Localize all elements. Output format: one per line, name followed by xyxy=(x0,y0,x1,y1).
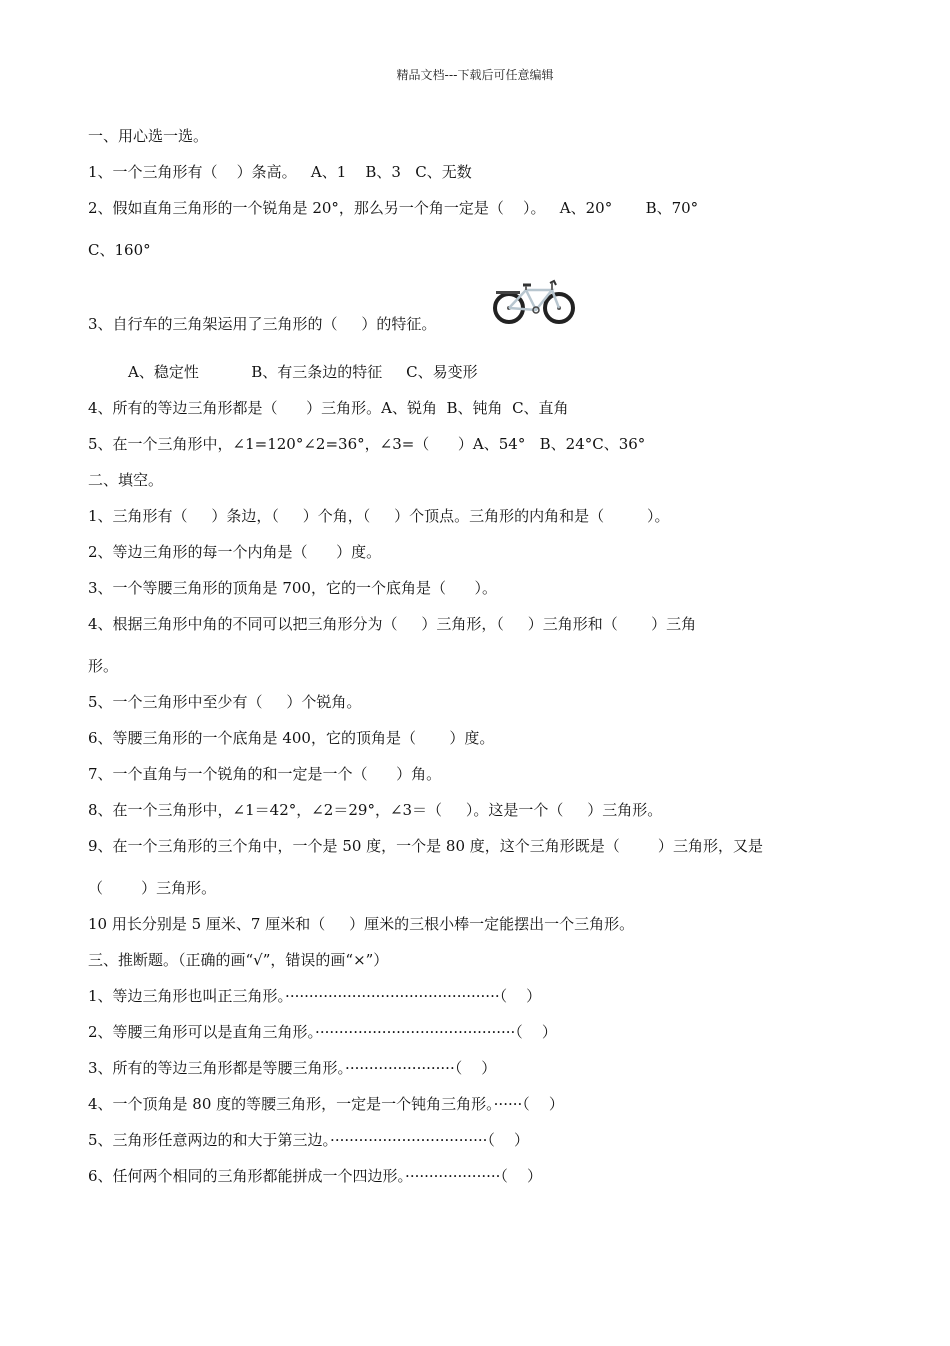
s2-question-3: 3、一个等腰三角形的顶角是 700，它的一个底角是（ ）。 xyxy=(88,579,498,597)
section1-title: 一、用心选一选。 xyxy=(88,127,209,145)
s1-question-4: 4、所有的等边三角形都是（ ）三角形。A、锐角 B、钝角 C、直角 xyxy=(88,399,569,417)
s3-question-3: 3、所有的等边三角形都是等腰三角形。·······················（ ） xyxy=(88,1059,497,1077)
s1-question-5: 5、在一个三角形中，∠1=120°∠2=36°，∠3=（ ）A、54° B、24°C、36° xyxy=(88,435,646,453)
s2-question-8: 8、在一个三角形中，∠1＝42°，∠2＝29°，∠3＝（ ）。这是一个（ ）三角形。 xyxy=(88,801,663,819)
s3-question-5: 5、三角形任意两边的和大于第三边。·································（ ） xyxy=(88,1131,529,1149)
s2-question-5: 5、一个三角形中至少有（ ）个锐角。 xyxy=(88,693,362,711)
s2-question-2: 2、等边三角形的每一个内角是（ ）度。 xyxy=(88,543,382,561)
s1-question-3: 3、自行车的三角架运用了三角形的（ ）的特征。 xyxy=(88,315,437,333)
s2-question-4: 4、根据三角形中角的不同可以把三角形分为（ ）三角形，（ ）三角形和（ ）三角 xyxy=(88,615,697,633)
page-header: 精品文档---下载后可任意编辑 xyxy=(396,68,554,82)
s2-question-9-cont: （ ）三角形。 xyxy=(88,879,217,897)
section2-title: 二、填空。 xyxy=(88,471,164,489)
s2-question-10: 10 用长分别是 5 厘米、7 厘米和（ ）厘米的三根小棒一定能摆出一个三角形。 xyxy=(88,915,635,933)
s1-question-1: 1、一个三角形有（ ）条高。 A、1 B、3 C、无数 xyxy=(88,163,472,181)
s2-question-7: 7、一个直角与一个锐角的和一定是一个（ ）角。 xyxy=(88,765,442,783)
s2-question-1: 1、三角形有（ ）条边，（ ）个角，（ ）个顶点。三角形的内角和是（ ）。 xyxy=(88,507,670,525)
s2-question-9: 9、在一个三角形的三个角中，一个是 50 度，一个是 80 度，这个三角形既是（ ）三角形，又是 xyxy=(88,837,763,855)
s3-question-2: 2、等腰三角形可以是直角三角形。··········································（ ） xyxy=(88,1023,557,1041)
s3-question-1: 1、等边三角形也叫正三角形。·············································（ ） xyxy=(88,987,542,1005)
s2-question-4-cont: 形。 xyxy=(88,657,119,675)
s1-question-3-options: A、稳定性 B、有三条边的特征 C、易变形 xyxy=(128,363,478,381)
bicycle-image xyxy=(492,277,576,327)
section3-title: 三、推断题。（正确的画“√”，错误的画“×”） xyxy=(88,951,389,969)
s1-question-2: 2、假如直角三角形的一个锐角是 20°，那么另一个角一定是（ ）。 A、20° B、70° xyxy=(88,199,699,217)
s1-question-2-cont: C、160° xyxy=(88,241,151,259)
s2-question-6: 6、等腰三角形的一个底角是 400，它的顶角是（ ）度。 xyxy=(88,729,495,747)
s3-question-4: 4、一个顶角是 80 度的等腰三角形，一定是一个钝角三角形。······（ ） xyxy=(88,1095,564,1113)
s3-question-6: 6、任何两个相同的三角形都能拼成一个四边形。····················（ ） xyxy=(88,1167,542,1185)
